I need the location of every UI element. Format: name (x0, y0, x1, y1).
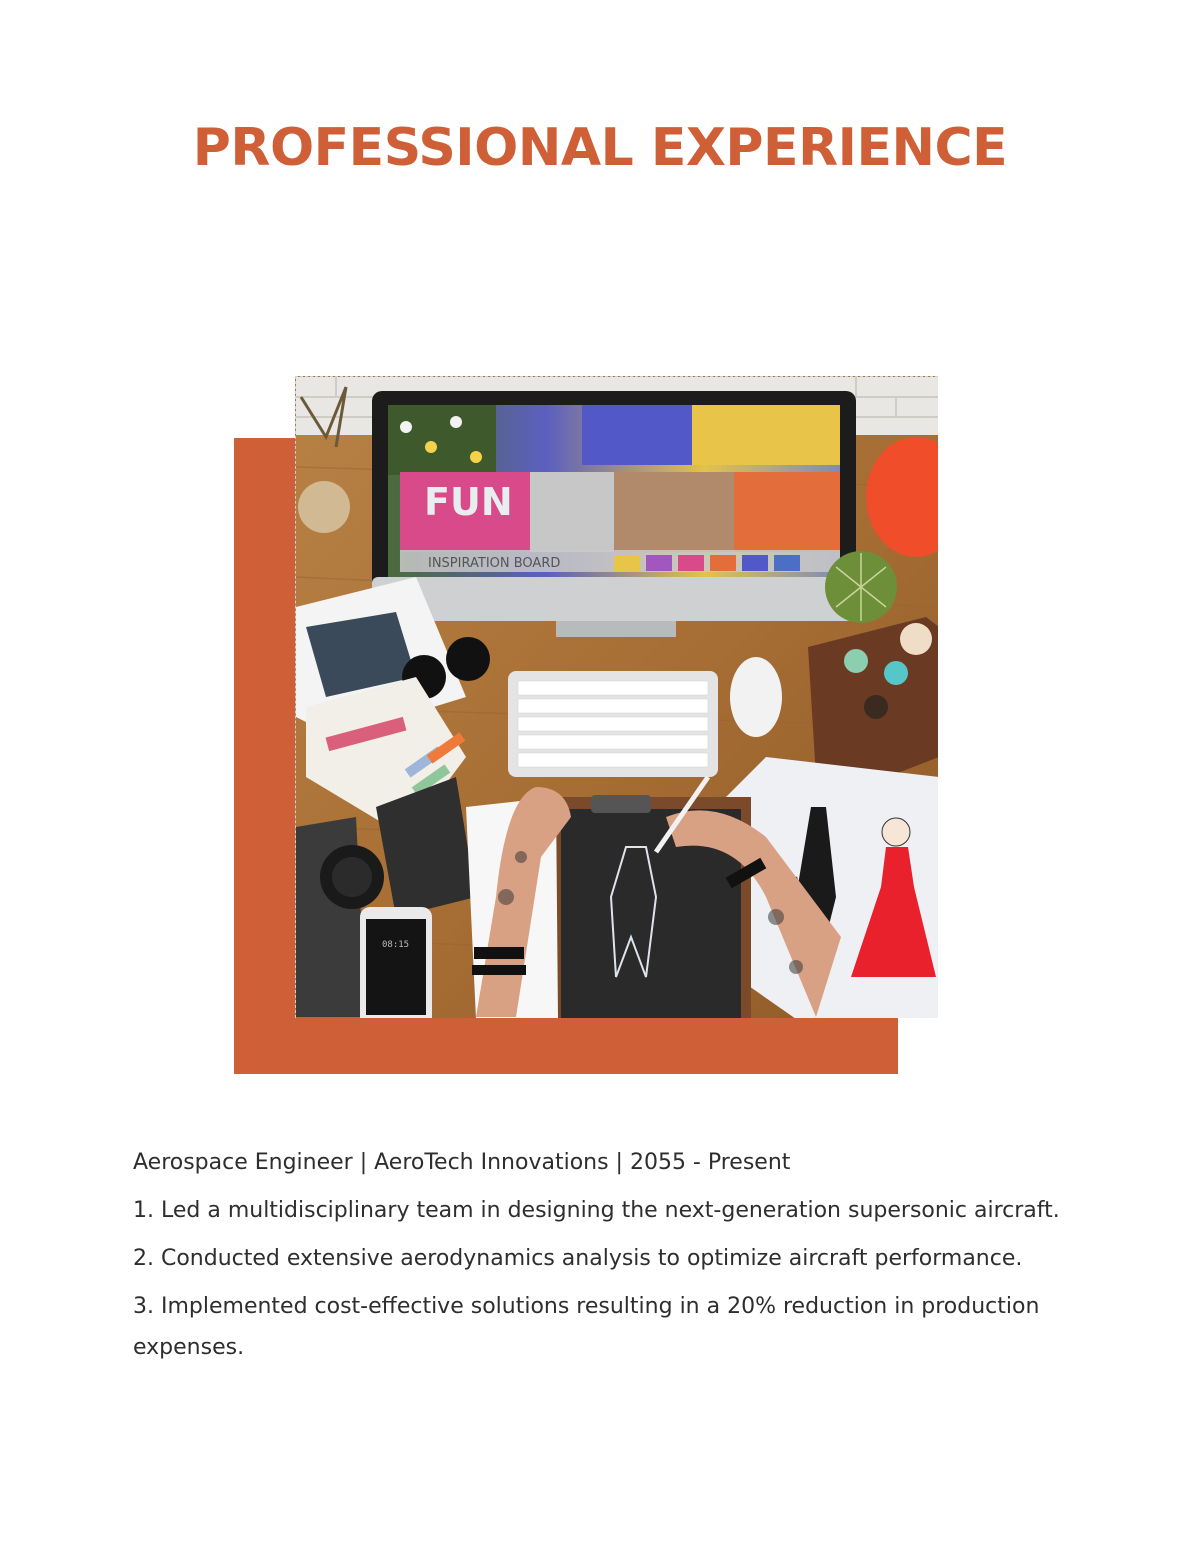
experience-bullet: 3. Implemented cost-effective solutions resulting in a 20% reduction in production expenses. (133, 1294, 1040, 1360)
workspace-photo (295, 376, 938, 1018)
screen-board-text: INSPIRATION BOARD (428, 556, 561, 571)
experience-section (133, 1142, 1093, 1375)
screen-fun-text: FUN (424, 480, 513, 524)
experience-bullet: 2. Conducted extensive aerodynamics analysis to optimize aircraft performance. (133, 1246, 1023, 1271)
page-title: PROFESSIONAL EXPERIENCE (192, 118, 1008, 178)
phone-time-text: 08:15 (382, 940, 410, 950)
experience-bullet: 1. Led a multidisciplinary team in designing the next-generation supersonic aircraft. (133, 1198, 1060, 1223)
job-title-line: Aerospace Engineer | AeroTech Innovations | 2055 - Present (133, 1150, 791, 1175)
